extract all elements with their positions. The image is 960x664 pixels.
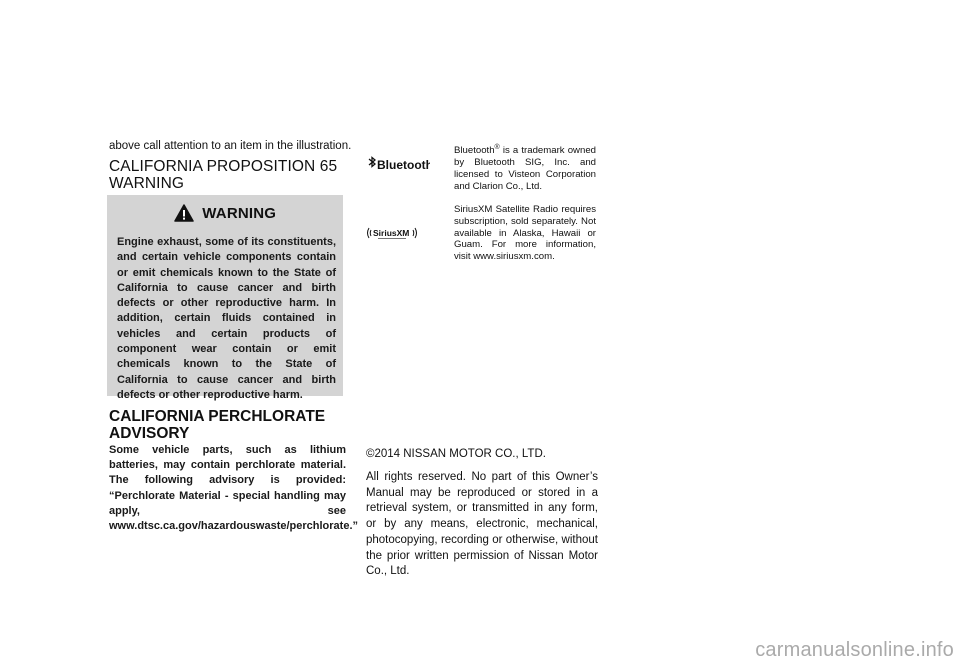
intro-text: above call attention to an item in the illustration. <box>109 140 352 152</box>
warning-triangle-icon <box>174 204 194 222</box>
bluetooth-logo <box>366 155 430 175</box>
warning-header <box>107 204 343 222</box>
warning-title: WARNING <box>202 204 277 222</box>
bluetooth-trademark-text <box>454 142 596 192</box>
rights-text: All rights reserved. No part of this Owner’s Manual may be reproduced or stored in a retrieval system, or transmitted in any form, or by any means, electronic, mechanical, photocopying, recording or otherwise, without the prior written permission of Nissan Motor Co., Ltd. <box>366 471 598 578</box>
warning-text: Engine exhaust, some of its constituents, and certain vehicle components contain or emit chemicals known to the State of California to cause cancer and birth defects or other reproductive harm. In addition, certain fluids contained in vehicles and certain products of component wear contain or emit chemicals known to the State of California to cause cancer and birth defects or other reproductive harm. <box>117 236 336 401</box>
copyright-line: ©2014 NISSAN MOTOR CO., LTD. <box>366 448 546 460</box>
registered-mark: ® <box>494 144 500 151</box>
watermark: carmanualsonline.info <box>755 639 954 661</box>
siriusxm-logo <box>366 225 418 241</box>
prop65-heading: CALIFORNIA PROPOSITION 65 WARNING <box>109 158 338 192</box>
perchlorate-text: Some vehicle parts, such as lithium batteries, may contain perchlorate material. The following advisory is provided: “Perchlorate Material - special handling may apply, see www.dtsc.ca.gov/hazardouswaste/perchlorate.” <box>109 444 358 533</box>
siriusxm-logo-text: SiriusXM <box>373 228 410 238</box>
bluetooth-word: Bluetooth <box>454 145 495 157</box>
bluetooth-icon <box>366 155 430 175</box>
siriusxm-text: SiriusXM Satellite Radio requires subscription, sold separately. Not available in Alaska, Hawaii or Guam. For more information, visit www.siriusxm.com. <box>454 204 596 263</box>
bluetooth-logo-text: Bluetooth <box>377 158 430 172</box>
siriusxm-icon <box>366 225 418 241</box>
perchlorate-heading: CALIFORNIA PERCHLORATE ADVISORY <box>109 408 326 442</box>
warning-box <box>107 195 343 401</box>
bluetooth-trademark-rest: is a trademark owned by Bluetooth SIG, Inc. and licensed to Visteon Corporation and Clarion Co., Ltd. <box>454 145 596 192</box>
